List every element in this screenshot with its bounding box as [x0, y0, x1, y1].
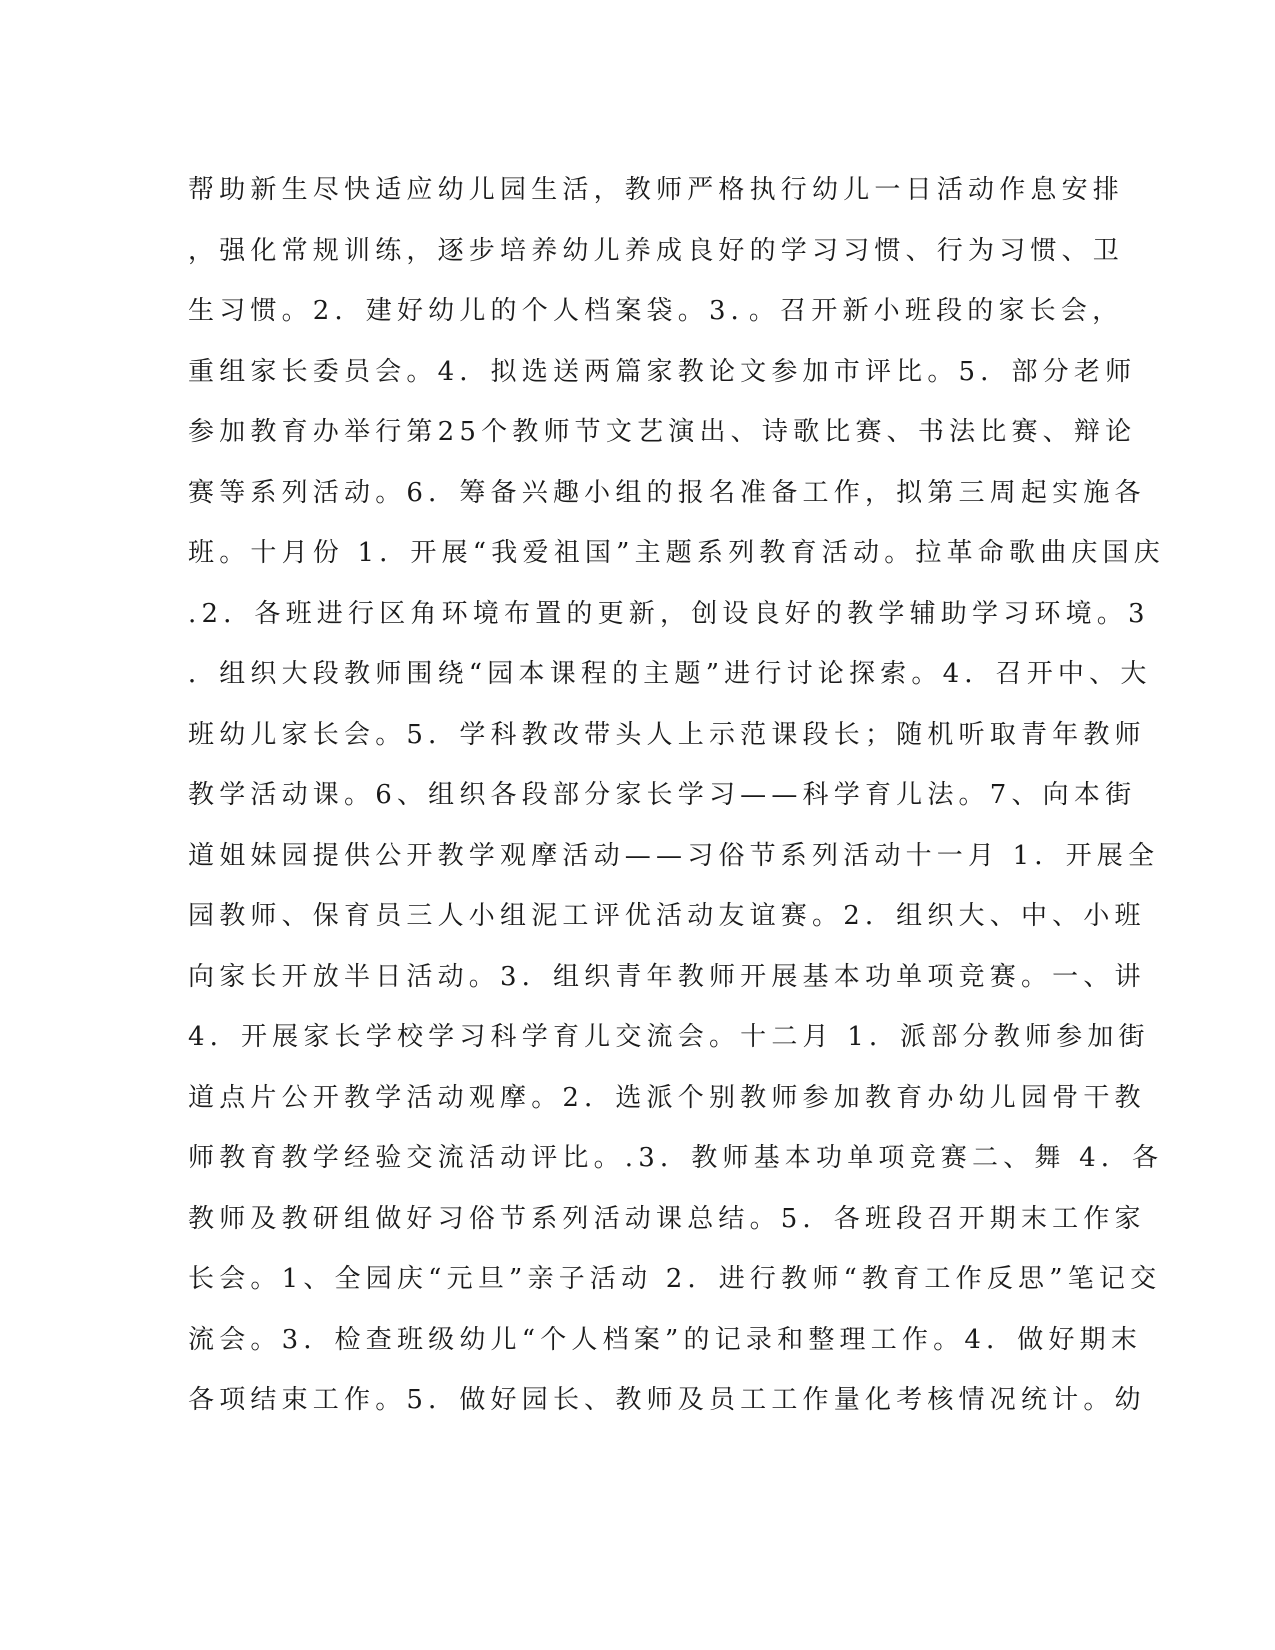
text-line: 长会。1、全园庆“元旦”亲子活动 2．进行教师“教育工作反思”笔记交	[188, 1264, 1162, 1294]
text-line: 道点片公开教学活动观摩。2．选派个别教师参加教育办幼儿园骨干教	[188, 1082, 1146, 1113]
text-line: 向家长开放半日活动。3．组织青年教师开展基本功单项竞赛。一、讲	[188, 961, 1146, 992]
text-line: 教学活动课。6、组织各段部分家长学习——科学育儿法。7、向本街	[188, 780, 1137, 810]
text-line: 园教师、保育员三人小组泥工评优活动友谊赛。2．组织大、中、小班	[188, 901, 1146, 931]
text-line: 生习惯。2．建好幼儿的个人档案袋。3．。召开新小班段的家长会，	[188, 296, 1124, 326]
text-line: ．组织大段教师围绕“园本课程的主题”进行讨论探索。4．召开中、大	[188, 659, 1152, 689]
text-line: .2．各班进行区角环境布置的更新，创设良好的教学辅助学习环境。3	[188, 598, 1150, 629]
text-line: 赛等系列活动。6．筹备兴趣小组的报名准备工作，拟第三周起实施各	[188, 477, 1146, 508]
text-line: 参加教育办举行第25个教师节文艺演出、诗歌比赛、书法比赛、辩论	[188, 417, 1137, 447]
body-text	[188, 160, 1165, 1431]
text-line: ，强化常规训练，逐步培养幼儿养成良好的学习习惯、行为习惯、卫	[188, 235, 1125, 266]
text-line: 班。十月份 1．开展“我爱祖国”主题系列教育活动。拉革命歌曲庆国庆	[188, 538, 1165, 568]
text-line: 帮助新生尽快适应幼儿园生活，教师严格执行幼儿一日活动作息安排	[188, 175, 1125, 205]
text-line: 流会。3．检查班级幼儿“个人档案”的记录和整理工作。4．做好期末	[188, 1324, 1143, 1355]
text-line: 4．开展家长学校学习科学育儿交流会。十二月 1．派部分教师参加街	[188, 1022, 1150, 1052]
text-line: 各项结束工作。5．做好园长、教师及员工工作量化考核情况统计。幼	[188, 1385, 1146, 1415]
text-line: 班幼儿家长会。5．学科教改带头人上示范课段长；随机听取青年教师	[188, 719, 1146, 750]
text-line: 重组家长委员会。4．拟选送两篇家教论文参加市评比。5．部分老师	[188, 356, 1137, 387]
text-line: 师教育教学经验交流活动评比。.3．教师基本功单项竞赛二、舞 4．各	[188, 1143, 1164, 1173]
text-line: 教师及教研组做好习俗节系列活动课总结。5．各班段召开期末工作家	[188, 1203, 1146, 1234]
text-line: 道姐妹园提供公开教学观摩活动——习俗节系列活动十一月 1．开展全	[188, 840, 1160, 871]
